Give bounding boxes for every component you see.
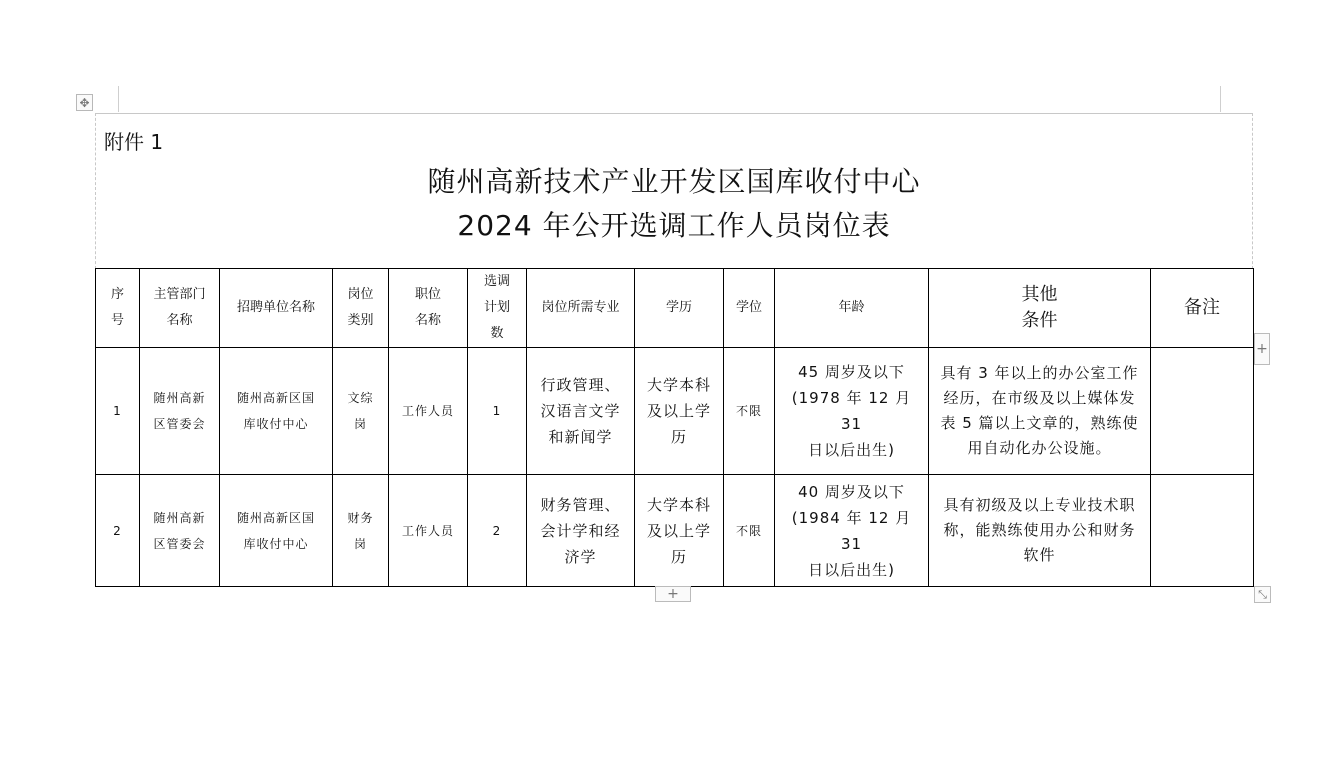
add-column-button[interactable] <box>1254 333 1270 365</box>
cell-age: 40 周岁及以下 (1984 年 12 月 31 日以后出生) <box>775 475 929 587</box>
header-major: 岗位所需专业 <box>527 269 635 348</box>
table-header-row <box>96 269 1254 348</box>
table-resize-handle[interactable] <box>1254 586 1271 603</box>
positions-table <box>95 268 1254 587</box>
header-remark: 备注 <box>1151 269 1254 348</box>
header-dept: 主管部门 名称 <box>140 269 220 348</box>
cell-major: 财务管理、 会计学和经 济学 <box>527 475 635 587</box>
header-degree: 学位 <box>724 269 775 348</box>
header-post-type: 岗位 类别 <box>333 269 389 348</box>
margin-mark-left <box>118 86 119 112</box>
cell-other: 具有初级及以上专业技术职 称，能熟练使用办公和财务 软件 <box>929 475 1151 587</box>
cell-unit: 随州高新区国 库收付中心 <box>220 348 333 475</box>
move-icon: ✥ <box>79 95 90 110</box>
add-row-button[interactable] <box>655 586 691 602</box>
cell-dept: 随州高新 区管委会 <box>140 475 220 587</box>
plus-icon: + <box>1256 341 1268 357</box>
margin-mark-right <box>1220 86 1221 112</box>
cell-degree: 不限 <box>724 348 775 475</box>
header-other: 其他 条件 <box>929 269 1151 348</box>
plus-icon: + <box>667 586 679 602</box>
header-job-name: 职位 名称 <box>389 269 468 348</box>
cell-education: 大学本科 及以上学 历 <box>635 348 724 475</box>
cell-age: 45 周岁及以下 (1978 年 12 月 31 日以后出生) <box>775 348 929 475</box>
cell-degree: 不限 <box>724 475 775 587</box>
header-education: 学历 <box>635 269 724 348</box>
cell-dept: 随州高新 区管委会 <box>140 348 220 475</box>
cell-post-type: 财务 岗 <box>333 475 389 587</box>
cell-remark <box>1151 475 1254 587</box>
cell-plan: 2 <box>468 475 527 587</box>
attachment-label: 附件 1 <box>104 130 164 154</box>
cell-other: 具有 3 年以上的办公室工作 经历，在市级及以上媒体发 表 5 篇以上文章的，熟练使 用自动化办公设施。 <box>929 348 1151 475</box>
cell-unit: 随州高新区国 库收付中心 <box>220 475 333 587</box>
cell-seq: 1 <box>96 348 140 475</box>
header-unit: 招聘单位名称 <box>220 269 333 348</box>
header-plan: 选调 计划 数 <box>468 269 527 348</box>
cell-plan: 1 <box>468 348 527 475</box>
header-age: 年龄 <box>775 269 929 348</box>
resize-icon: ⤡ <box>1258 587 1267 601</box>
cell-seq: 2 <box>96 475 140 587</box>
cell-job-name: 工作人员 <box>389 475 468 587</box>
cell-education: 大学本科 及以上学 历 <box>635 475 724 587</box>
table-row <box>96 348 1254 475</box>
table-row <box>96 475 1254 587</box>
cell-post-type: 文综 岗 <box>333 348 389 475</box>
cell-major: 行政管理、 汉语言文学 和新闻学 <box>527 348 635 475</box>
cell-job-name: 工作人员 <box>389 348 468 475</box>
document-title-line1: 随州高新技术产业开发区国库收付中心 <box>427 165 921 198</box>
table-move-handle[interactable] <box>76 94 93 111</box>
header-seq: 序 号 <box>96 269 140 348</box>
cell-remark <box>1151 348 1254 475</box>
document-title-line2: 2024 年公开选调工作人员岗位表 <box>457 209 891 242</box>
